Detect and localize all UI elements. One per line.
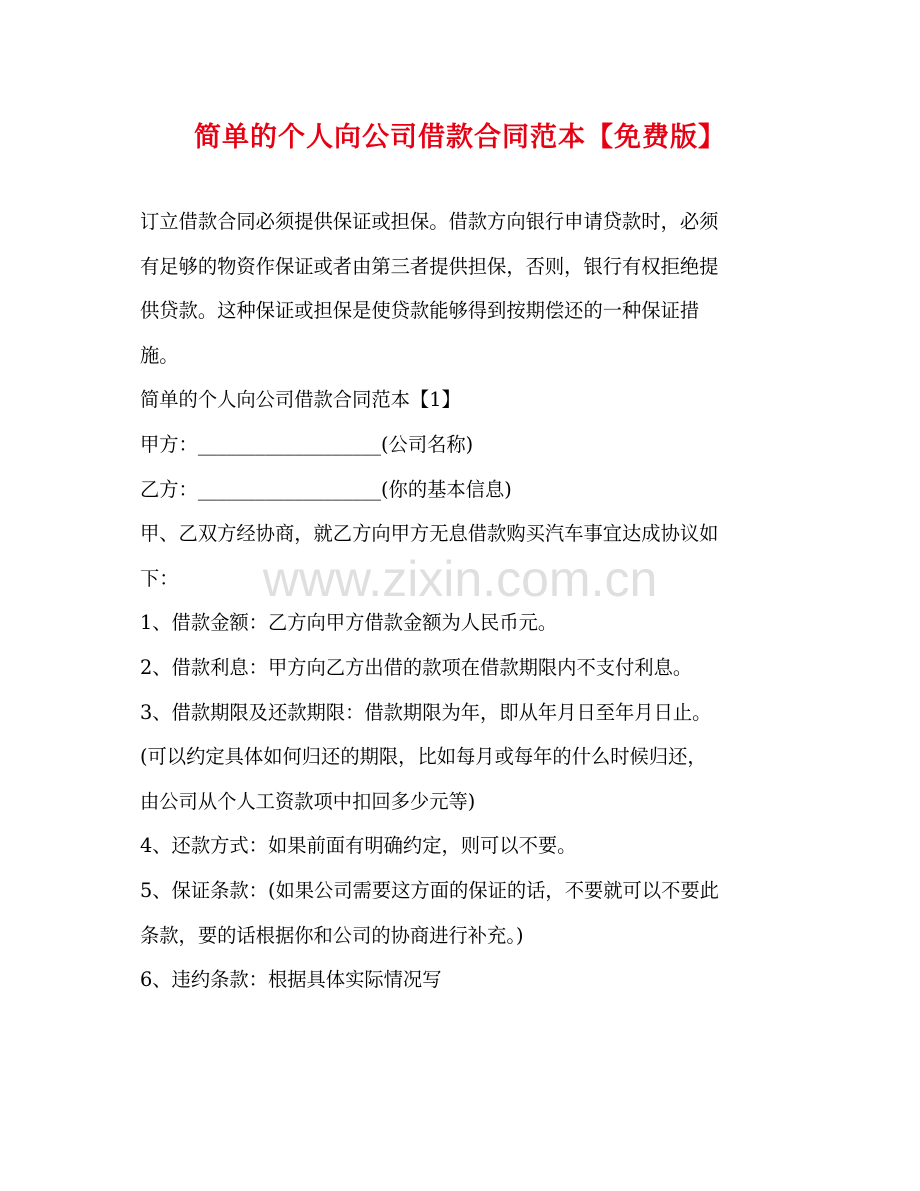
section-heading: 简单的个人向公司借款合同范本【1】 <box>140 388 461 412</box>
clause-line: 3、借款期限及还款期限：借款期限为年，即从年月日至年月日止。 <box>140 700 712 724</box>
clause-line: (可以约定具体如何归还的期限，比如每月或每年的什么时候归还， <box>140 745 707 769</box>
paragraph-line: 有足够的物资作保证或者由第三者提供担保，否则，银行有权拒绝提 <box>140 254 719 278</box>
party-b-line: 乙方：___________________(你的基本信息) <box>140 477 512 501</box>
clause-line: 由公司从个人工资款项中扣回多少元等) <box>140 789 476 813</box>
party-a-line: 甲方：___________________(公司名称) <box>140 432 474 456</box>
paragraph-line: 供贷款。这种保证或担保是使贷款能够得到按期偿还的一种保证措 <box>140 299 700 323</box>
clause-line: 6、违约条款：根据具体实际情况写 <box>140 968 442 992</box>
watermark: www.zixin.com.cn <box>262 551 658 607</box>
paragraph-line: 下： <box>140 566 179 590</box>
paragraph-line: 订立借款合同必须提供保证或担保。借款方向银行申请贷款时，必须 <box>140 210 719 233</box>
paragraph-line: 甲、乙双方经协商，就乙方向甲方无息借款购买汽车事宜达成协议如 <box>140 522 719 546</box>
clause-line: 1、借款金额：乙方向甲方借款金额为人民币元。 <box>140 611 558 635</box>
clause-line: 2、借款利息：甲方向乙方出借的款项在借款期限内不支付利息。 <box>140 655 693 679</box>
document-title: 简单的个人向公司借款合同范本【免费版】 <box>194 122 726 153</box>
clause-line: 4、还款方式：如果前面有明确约定，则可以不要。 <box>140 834 577 858</box>
paragraph-line: 施。 <box>140 343 179 367</box>
clause-line: 5、保证条款：(如果公司需要这方面的保证的话，不要就可以不要此 <box>140 878 719 902</box>
document-body <box>140 200 780 1003</box>
clause-line: 条款，要的话根据你和公司的协商进行补充。) <box>140 923 524 947</box>
